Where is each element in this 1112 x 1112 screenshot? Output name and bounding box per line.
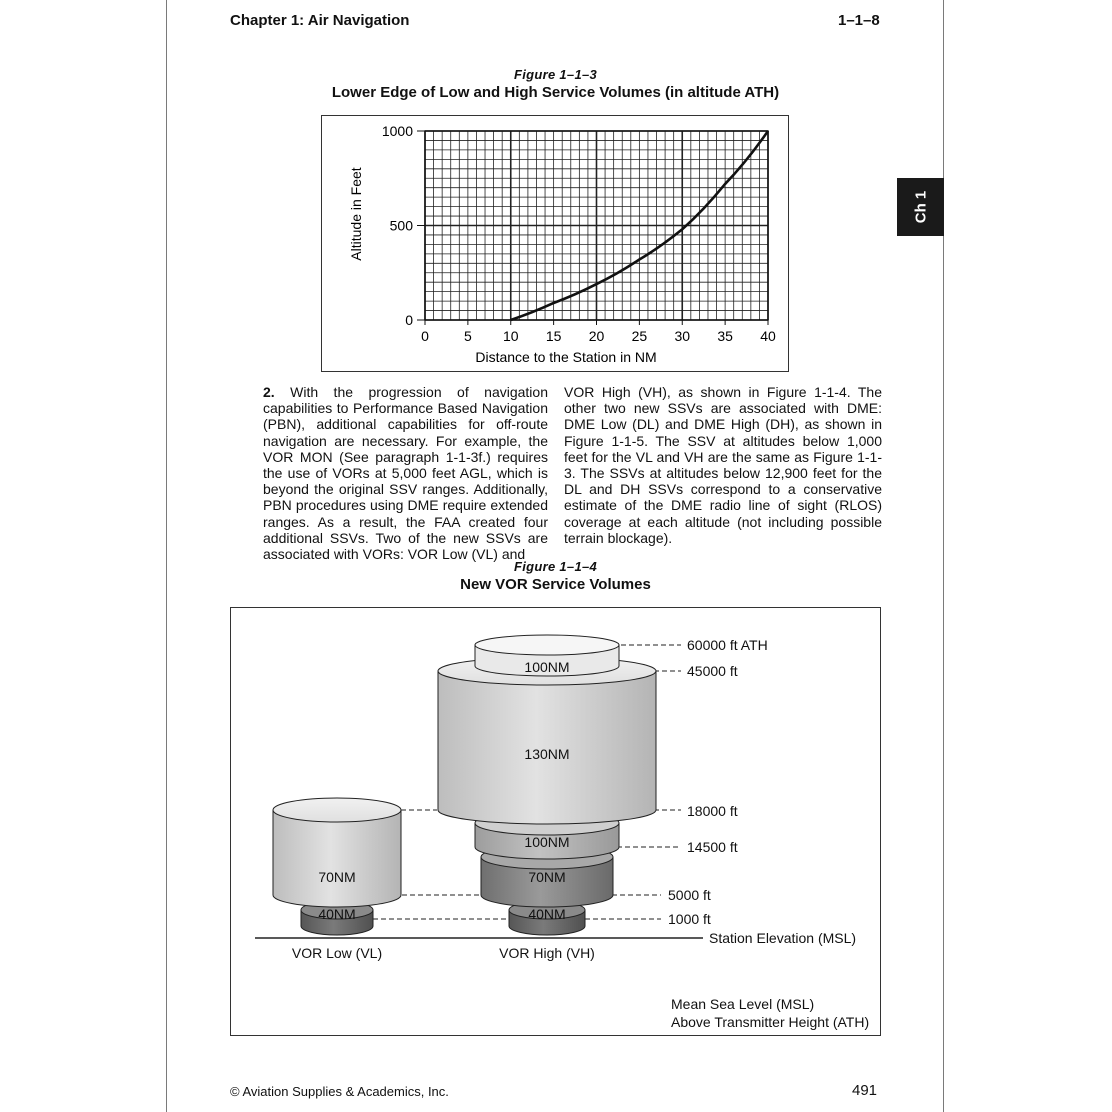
- x-axis-label: Distance to the Station in NM: [475, 349, 657, 365]
- vor-high-stack: [438, 635, 656, 935]
- y-tick-label: 1000: [381, 123, 413, 139]
- page-number: 491: [852, 1082, 878, 1099]
- x-tick-label: 20: [588, 328, 605, 344]
- y-tick-label: 500: [389, 217, 413, 234]
- x-tick-label: 0: [421, 328, 429, 344]
- altitude-14500: 14500 ft: [687, 839, 738, 855]
- altitude-60000: 60000 ft ATH: [687, 637, 768, 653]
- station-elevation-label: Station Elevation (MSL): [709, 930, 857, 946]
- paragraph-number: 2.: [263, 384, 275, 400]
- x-tick-label: 35: [717, 328, 733, 344]
- legend-msl: Mean Sea Level (MSL): [671, 996, 815, 1012]
- chapter-tab-label: Ch 1: [912, 190, 929, 224]
- body-column-left: [230, 384, 548, 562]
- vh-radius-100-top: 100NM: [524, 659, 570, 675]
- x-tick-label: 10: [502, 328, 519, 344]
- altitude-5000: 5000 ft: [668, 887, 711, 903]
- figure1-label: Figure 1–1–3: [513, 67, 598, 82]
- chart-box: [321, 115, 789, 372]
- altitude-1000: 1000 ft: [668, 911, 711, 927]
- altitude-18000: 18000 ft: [687, 803, 738, 819]
- vor-service-volume-diagram: [231, 608, 882, 1037]
- copyright: © Aviation Supplies & Academics, Inc.: [230, 1084, 449, 1099]
- vor-diagram-box: [230, 607, 881, 1036]
- vl-radius-40: 40NM: [318, 906, 356, 922]
- right-column-text: VOR High (VH), as shown in Figure 1-1-4. The other two new SSVs are associated with DME: DME Low (DL) and DME High (DH), as shown in Figure 1-1-5. The SSV at altitudes below 1,000 feet for the VL and VH are the same as Figure 1-1-3. The SSVs at altitudes below 12,900 feet for the DL and DH SSVs correspond to a conservative estimate of the DME radio line of sight (RLOS) coverage at each altitude (not including possible terrain blockage).: [564, 384, 882, 546]
- vor-high-label: VOR High (VH): [499, 945, 595, 961]
- chapter-tab[interactable]: [897, 178, 944, 236]
- left-column-text: With the progression of navigation capabilities to Performance Based Navigation (PBN), additional capabilities for off-route navigation are necessary. For example, the VOR MON (See paragraph 1-1-3f.) requires the use of VORs at 5,000 feet AGL, which is beyond the original SSV ranges. Additionally, PBN procedures using DME require extended ranges. As a result, the FAA created four additional SSVs. Two of the new SSVs are associated with VORs: VOR Low (VL) and: [263, 384, 548, 563]
- altitude-chart: [322, 116, 790, 373]
- y-tick-label: 0: [405, 312, 413, 328]
- x-tick-label: 30: [674, 328, 691, 344]
- figure2-label: Figure 1–1–4: [513, 559, 598, 574]
- vor-low-label: VOR Low (VL): [291, 945, 383, 961]
- altitude-45000: 45000 ft: [687, 663, 738, 679]
- vh-radius-100-low: 100NM: [524, 834, 570, 850]
- chapter-header: Chapter 1: Air Navigation: [230, 12, 410, 29]
- x-tick-label: 40: [760, 328, 776, 344]
- y-axis-label: Altitude in Feet: [348, 167, 364, 261]
- vh-radius-40: 40NM: [528, 906, 566, 922]
- figure1-title: Lower Edge of Low and High Service Volumes (in altitude ATH): [331, 84, 780, 101]
- legend-ath: Above Transmitter Height (ATH): [671, 1014, 870, 1030]
- figure2-title: New VOR Service Volumes: [460, 576, 651, 593]
- x-tick-label: 15: [545, 328, 562, 344]
- x-tick-label: 5: [463, 328, 472, 344]
- vl-radius-70: 70NM: [318, 869, 356, 885]
- vh-radius-130: 130NM: [524, 746, 570, 762]
- page-reference: 1–1–8: [838, 12, 880, 29]
- body-column-right: [564, 384, 882, 546]
- x-tick-label: 25: [631, 328, 648, 344]
- vh-radius-70: 70NM: [528, 869, 566, 885]
